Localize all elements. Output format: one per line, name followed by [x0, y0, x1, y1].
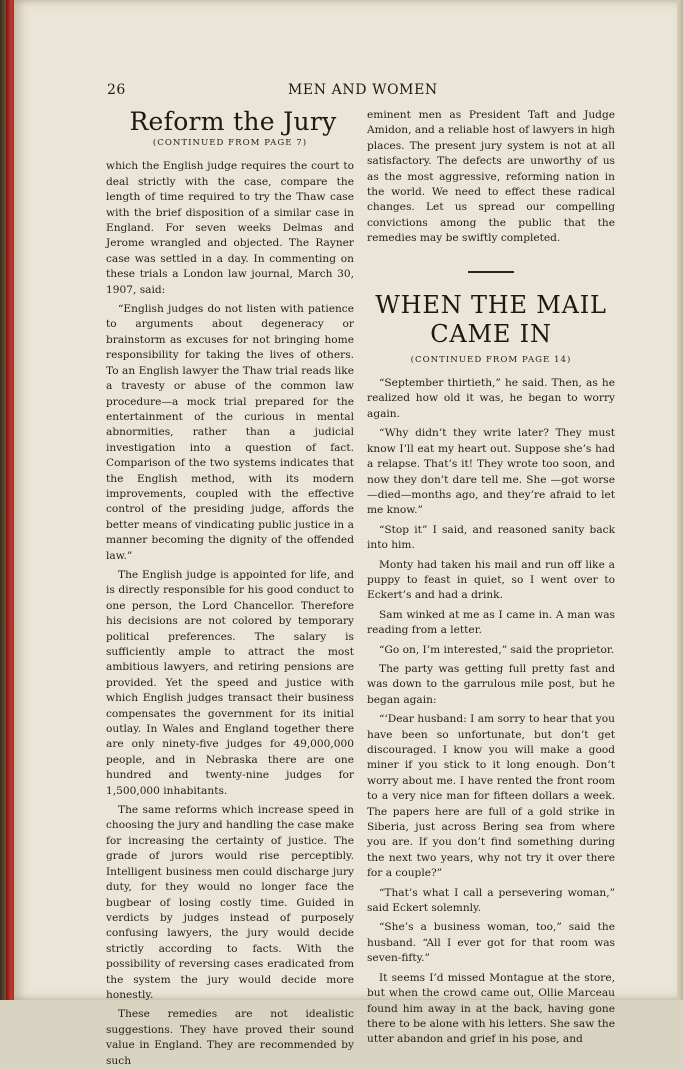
- story-title-line-2: CAME IN: [430, 319, 552, 348]
- story-title: [367, 291, 615, 349]
- page-number: 26: [107, 82, 126, 98]
- story-paragraph: “Go on, I’m interested,” said the proprietor.: [379, 643, 615, 656]
- article-paragraph: The English judge is appointed for life, and is directly responsible for his good conduct to one person, the Lord Chancellor. Therefore his decisions are not colored by temporary political preferences. The salary is sufficiently ample to attract the most ambitious lawyers, and retiring pensions are provided. Yet the speed and justice with which English judges transact their business compensates the government for its initial outlay. In Wales and England together there are only ninety-five judges for 49,000,000 people, and in Nebraska there are one hundred and twenty-nine judges for 1,500,000 inhabitants.: [106, 568, 354, 797]
- article-title: Reform the Jury: [129, 107, 337, 136]
- article-paragraph: These remedies are not idealistic suggestions. They have proved their sound value in England. They are recommended by such: [106, 1008, 354, 1067]
- page-edge: [677, 0, 683, 1000]
- story-paragraph: It seems I’d missed Montague at the store, but when the crowd came out, Ollie Marceau found him away in at the back, having gone there to be alone with his letters. She saw the utter abandon and grief in his pose, and: [367, 971, 615, 1046]
- story-paragraph: The party was getting full pretty fast and was down to the garrulous mile post, but he began again:: [367, 662, 615, 706]
- left-column: [106, 108, 354, 1069]
- story-paragraph: “Why didn’t they write later? They must know I’ll eat my heart out. Suppose she’s had a relapse. That’s it! They wrote too soon, and now they don’t dare tell me. She —got worse—died—months ago, and they’re afraid to let me know.”: [367, 427, 615, 517]
- story-paragraph: Monty had taken his mail and run off like a puppy to feast in quiet, so I went over to Eckert’s and had a drink.: [367, 558, 615, 602]
- story-paragraph: “She’s a business woman, too,” said the husband. “All I ever got for that room was seven-fifty.”: [367, 921, 615, 965]
- story-paragraph: “Stop it” I said, and reasoned sanity back into him.: [367, 523, 615, 552]
- running-title: MEN AND WOMEN: [288, 82, 438, 98]
- story-paragraph: “September thirtieth,” he said. Then, as he realized how old it was, he began to worry again.: [367, 377, 615, 420]
- continued-note: (CONTINUED FROM PAGE 14): [410, 354, 572, 365]
- article-paragraph: “English judges do not listen with patience to arguments about degeneracy or brainstorm as excuses for not bringing home responsibility for taking the lives of others. To an English lawyer the Thaw trial reads like a travesty or abuse of the common law procedure—a mock trial prepared for the entertainment of the curious in mental abnormities, rather than a judicial investigation into a question of fact. Comparison of the two systems indicates that the English method, with its modern improvements, coupled with the effective control of the presiding judge, affords the better means of vindicating public justice in a manner becoming the dignity of the offended law.”: [106, 303, 354, 562]
- continued-note: (CONTINUED FROM PAGE 7): [152, 138, 308, 148]
- story-title-line-1: WHEN THE MAIL: [375, 290, 607, 319]
- article-paragraph: eminent men as President Taft and Judge Amidon, and a reliable host of lawyers in high places. The present jury system is not at all satisfactory. The defects are unworthy of us as the most aggressive, reforming nation in the world. We need to effect these radical changes. Let us spread our compelling convictions among the public that the remedies may be swiftly completed.: [367, 109, 615, 245]
- section-divider: [468, 271, 514, 273]
- article-paragraph: which the English judge requires the court to deal strictly with the case, compare the length of time required to try the Thaw case with the brief disposition of a similar case in England. For seven weeks Delmas and Jerome wrangled and objected. The Rayner case was settled in a day. In commenting on these trials a London law journal, March 30, 1907, said:: [106, 160, 354, 296]
- story-paragraph: Sam winked at me as I came in. A man was reading from a letter.: [367, 608, 615, 637]
- story-paragraph: “‘Dear husband: I am sorry to hear that you have been so unfortunate, but don’t get discouraged. I know you will make a good miner if you stick to it long enough. Don’t worry about me. I have rented the front room to a very nice man for fifteen dollars a week. The papers here are full of a gold strike in Siberia, just across Bering sea from where you are. If you don’t find something during the next two years, why not try it over there for a couple?”: [367, 713, 615, 880]
- right-column: [367, 108, 615, 1048]
- article-paragraph: The same reforms which increase speed in choosing the jury and handling the case make for increasing the certainty of justice. The grade of jurors would rise perceptibly. Intelligent business men could discharge jury duty, for they would no longer face the bugbear of losing costly time. Guided in verdicts by judges instead of purposely confusing lawyers, the jury would decide strictly according to facts. With the possibility of reversing cases eradicated from the system the jury would decide more honestly.: [106, 804, 354, 1001]
- story-paragraph: “That’s what I call a persevering woman,” said Eckert solemnly.: [367, 886, 615, 915]
